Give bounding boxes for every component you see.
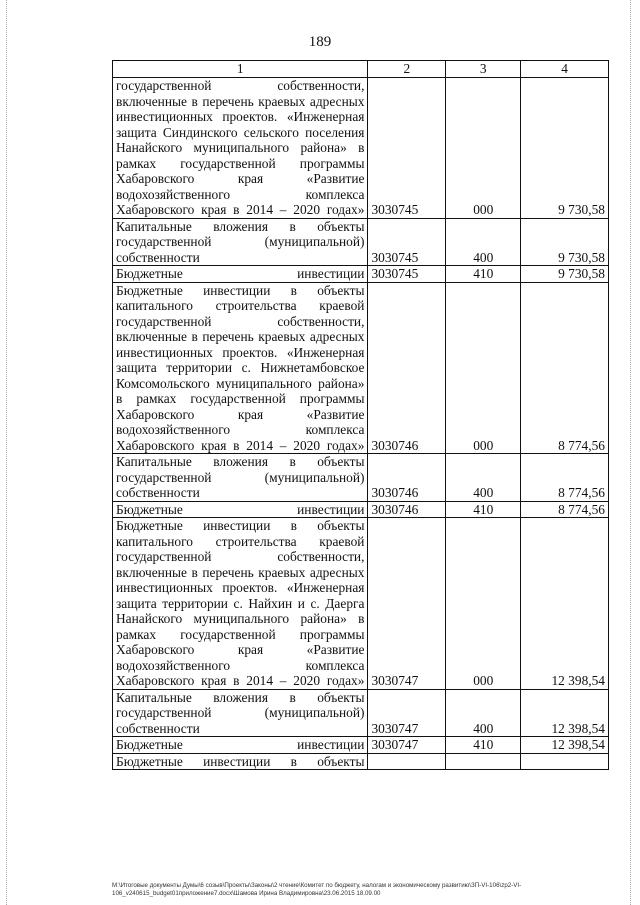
row-description: Капитальные вложения в объекты государственной (муниципальной) собственности bbox=[113, 689, 368, 737]
scan-left-edge bbox=[6, 0, 8, 905]
row-target-code: 3030745 bbox=[368, 266, 446, 283]
row-amount: 9 730,58 bbox=[521, 78, 609, 219]
row-description: государственной собственности, включенные в перечень краевых адресных инвестиционных проектов. «Инженерная защита Синдинского сельского поселения Нанайского муниципального района» в рамках государственной программы Хабаровского края «Развитие водохозяйственного комплекса Хабаровского края в 2014 – 2020 годах» bbox=[113, 78, 368, 219]
row-target-code: 3030747 bbox=[368, 689, 446, 737]
row-expense-type: 410 bbox=[446, 266, 521, 283]
table-row bbox=[113, 689, 609, 737]
row-description: Бюджетные инвестиции в объекты капитального строительства краевой государственной собственности, включенные в перечень краевых адресных инвестиционных проектов. «Инженерная защита территории с. Нижнетамбовское Комсомольского муниципального района» в рамках государственной программы Хабаровского края «Развитие водохозяйственного комплекса Хабаровского края в 2014 – 2020 годах» bbox=[113, 282, 368, 454]
header-col-3: 3 bbox=[446, 61, 521, 78]
row-amount: 8 774,56 bbox=[521, 282, 609, 454]
row-description: Бюджетные инвестиции bbox=[113, 266, 368, 283]
header-col-4: 4 bbox=[521, 61, 609, 78]
table-row bbox=[113, 501, 609, 518]
table-row bbox=[113, 518, 609, 690]
row-target-code: 3030746 bbox=[368, 282, 446, 454]
table-row bbox=[113, 218, 609, 266]
header-row bbox=[113, 61, 609, 78]
page-number: 189 bbox=[308, 34, 332, 50]
row-target-code: 3030745 bbox=[368, 78, 446, 219]
row-amount: 8 774,56 bbox=[521, 501, 609, 518]
row-expense-type: 000 bbox=[446, 282, 521, 454]
row-amount: 9 730,58 bbox=[521, 218, 609, 266]
row-amount: 12 398,54 bbox=[521, 737, 609, 754]
row-description: Капитальные вложения в объекты государственной (муниципальной) собственности bbox=[113, 454, 368, 502]
scan-right-edge bbox=[630, 0, 632, 905]
table-row bbox=[113, 454, 609, 502]
table-row bbox=[113, 78, 609, 219]
row-target-code: 3030747 bbox=[368, 518, 446, 690]
table-row bbox=[113, 753, 609, 770]
row-target-code: 3030745 bbox=[368, 218, 446, 266]
header-col-1: 1 bbox=[113, 61, 368, 78]
row-amount: 12 398,54 bbox=[521, 689, 609, 737]
row-expense-type: 410 bbox=[446, 737, 521, 754]
row-expense-type bbox=[446, 753, 521, 770]
row-expense-type: 400 bbox=[446, 454, 521, 502]
footer-line-2: 106_v240615_budget01приложение7.docx\Шамова Ирина Владимировна\23.06.2015 18.09.00 bbox=[112, 890, 381, 897]
row-expense-type: 410 bbox=[446, 501, 521, 518]
table-row bbox=[113, 282, 609, 454]
file-path-footer bbox=[112, 882, 612, 898]
row-amount: 8 774,56 bbox=[521, 454, 609, 502]
row-expense-type: 400 bbox=[446, 689, 521, 737]
row-expense-type: 000 bbox=[446, 518, 521, 690]
row-description: Бюджетные инвестиции bbox=[113, 501, 368, 518]
row-description: Бюджетные инвестиции в объекты bbox=[113, 753, 368, 770]
row-amount bbox=[521, 753, 609, 770]
row-target-code: 3030746 bbox=[368, 501, 446, 518]
row-expense-type: 400 bbox=[446, 218, 521, 266]
table-row bbox=[113, 737, 609, 754]
row-description: Бюджетные инвестиции bbox=[113, 737, 368, 754]
row-amount: 9 730,58 bbox=[521, 266, 609, 283]
header-col-2: 2 bbox=[368, 61, 446, 78]
row-target-code: 3030746 bbox=[368, 454, 446, 502]
row-expense-type: 000 bbox=[446, 78, 521, 219]
row-amount: 12 398,54 bbox=[521, 518, 609, 690]
row-target-code bbox=[368, 753, 446, 770]
row-target-code: 3030747 bbox=[368, 737, 446, 754]
row-description: Капитальные вложения в объекты государственной (муниципальной) собственности bbox=[113, 218, 368, 266]
footer-line-1: М:\Итоговые документы Думы\6 созыв\Проекты\Законы\2 чтение\Комитет по бюджету, налогам и экономическому развитию\ЗП-VI-106\zp2-VI- bbox=[112, 882, 522, 889]
table-row bbox=[113, 266, 609, 283]
budget-table bbox=[112, 60, 609, 770]
row-description: Бюджетные инвестиции в объекты капитального строительства краевой государственной собственности, включенные в перечень краевых адресных инвестиционных проектов. «Инженерная защита территории с. Найхин и с. Даерга Нанайского муниципального района» в рамках государственной программы Хабаровского края «Развитие водохозяйственного комплекса Хабаровского края в 2014 – 2020 годах» bbox=[113, 518, 368, 690]
